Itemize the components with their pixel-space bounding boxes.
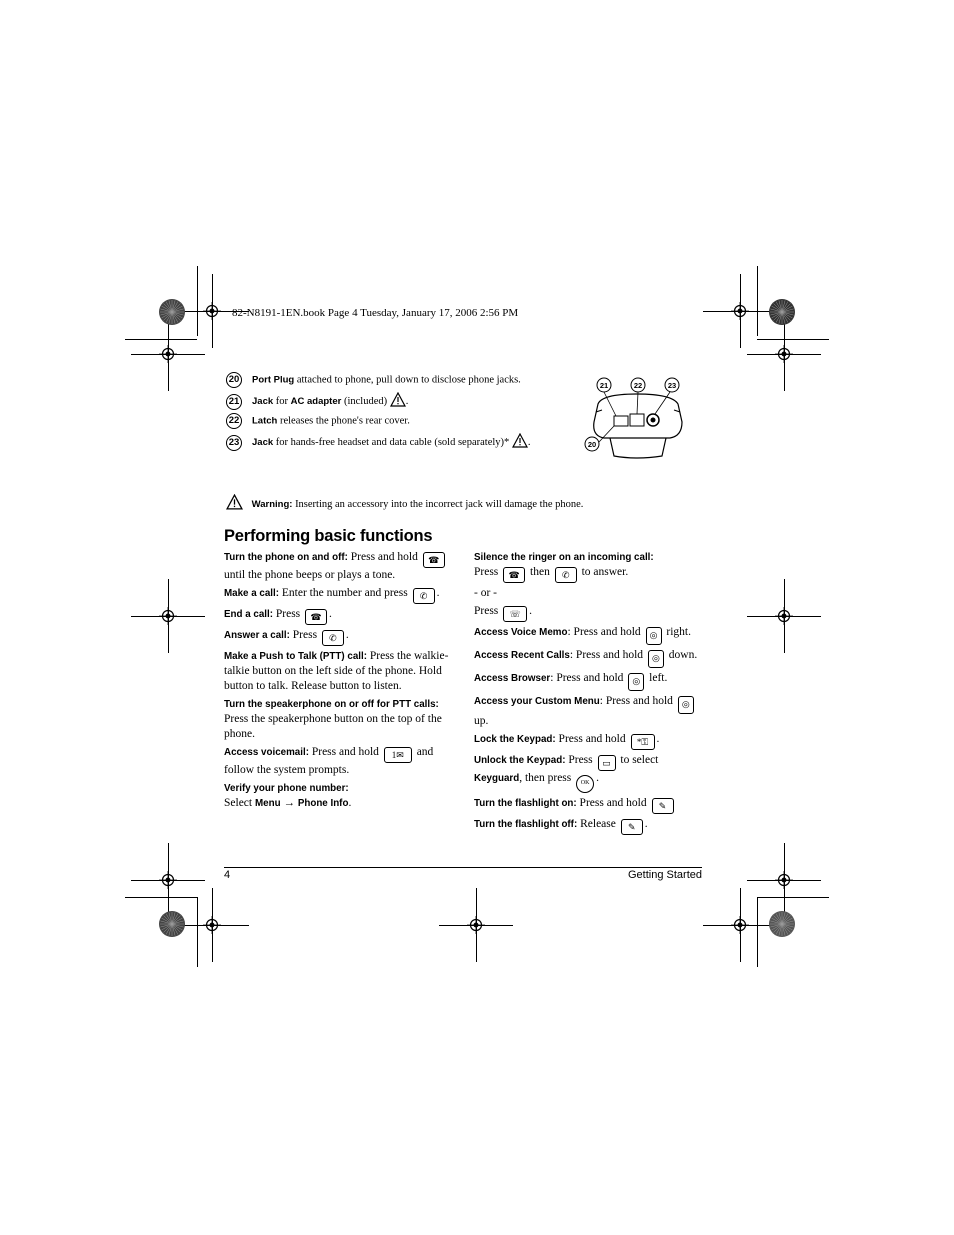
instruction-press-mute: Press ☏ .	[474, 604, 706, 622]
instruction-flashlight-off: Turn the flashlight off: Release ✎ .	[474, 817, 706, 835]
instruction-voicemail: Access voicemail: Press and hold 1✉ and follow the system prompts.	[224, 746, 434, 776]
print-rosette-icon	[158, 910, 186, 938]
part-item-22: 22 Latch releases the phone's rear cover.	[226, 413, 410, 429]
warning-triangle-icon	[390, 392, 406, 407]
ok-key-icon: OK	[576, 775, 594, 793]
print-rosette-icon	[768, 910, 796, 938]
callout-20: 20	[587, 440, 597, 449]
crop-mark	[757, 897, 758, 967]
right-column	[474, 550, 706, 838]
page-number: 4	[224, 869, 231, 881]
instruction-voice-memo: Access Voice Memo: Press and hold ◎ right.	[474, 625, 706, 645]
crop-mark	[740, 888, 741, 962]
crop-mark	[212, 888, 213, 962]
instruction-custom-menu: Access your Custom Menu: Press and hold ◎ up.	[474, 694, 706, 729]
book-slug: 82-N8191-1EN.book Page 4 Tuesday, January 17, 2006 2:56 PM	[232, 307, 519, 319]
crop-mark	[740, 274, 741, 348]
end-key-icon: ☎	[423, 552, 445, 568]
instruction-silence-ringer: Silence the ringer on an incoming call: Press ☎ then ✆ to answer.	[474, 550, 706, 583]
instruction-browser: Access Browser: Press and hold ◎ left.	[474, 671, 706, 691]
warning-triangle-icon	[226, 494, 243, 510]
crop-mark	[784, 317, 785, 391]
send-key-icon: ✆	[413, 588, 435, 604]
warning-triangle-icon	[512, 433, 528, 448]
instruction-flashlight-on: Turn the flashlight on: Press and hold ✎	[474, 796, 706, 814]
part-item-23: 23 Jack for hands-free headset and data cable (sold separately)* .	[226, 433, 531, 451]
instruction-answer-call: Answer a call: Press ✆ .	[224, 628, 450, 646]
or-separator: - or -	[474, 587, 497, 599]
callout-21: 21	[599, 381, 609, 390]
flashlight-key-icon: ✎	[652, 798, 674, 814]
crop-mark	[757, 339, 829, 340]
end-key-icon: ☎	[305, 609, 327, 625]
warning-note: Warning: Inserting an accessory into the incorrect jack will damage the phone.	[226, 494, 583, 510]
nav-key-icon: ◎	[648, 650, 664, 668]
crop-mark	[212, 274, 213, 348]
crop-mark	[168, 843, 169, 917]
send-key-icon: ✆	[322, 630, 344, 646]
section-heading: Performing basic functions	[224, 527, 433, 545]
instruction-make-call: Make a call: Enter the number and press ✆ .	[224, 586, 450, 604]
crop-mark	[125, 339, 197, 340]
part-item-20: 20 Port Plug attached to phone, pull down to disclose phone jacks.	[226, 372, 521, 388]
instruction-end-call: End a call: Press ☎ .	[224, 607, 450, 625]
instruction-speakerphone: Turn the speakerphone on or off for PTT calls: Press the speakerphone button on the top of the phone.	[224, 699, 442, 740]
crop-mark	[784, 579, 785, 653]
crop-mark	[197, 266, 198, 336]
section-name: Getting Started	[628, 869, 702, 881]
crop-mark	[784, 843, 785, 917]
crop-mark	[757, 897, 829, 898]
mute-key-icon: ☏	[503, 606, 527, 622]
nav-key-icon: ◎	[628, 673, 644, 691]
nav-key-icon: ◎	[646, 627, 662, 645]
send-key-icon: ✆	[555, 567, 577, 583]
instruction-ptt: Make a Push to Talk (PTT) call: Press the walkie-talkie button on the left side of the phone. Hold button to talk. Release button to listen.	[224, 650, 449, 692]
part-item-21: 21 Jack for AC adapter (included) .	[226, 392, 408, 410]
voicemail-key-icon: 1✉	[384, 747, 412, 763]
nav-key-icon: ◎	[678, 696, 694, 714]
print-rosette-icon	[158, 298, 186, 326]
crop-mark	[168, 579, 169, 653]
crop-mark	[125, 897, 197, 898]
instruction-unlock-keypad: Unlock the Keypad: Press ▭ to select Keyguard, then press OK .	[474, 753, 706, 793]
crop-mark	[197, 897, 198, 967]
lock-key-icon: *⚿	[631, 734, 655, 750]
instruction-recent-calls: Access Recent Calls: Press and hold ◎ down.	[474, 648, 706, 668]
left-column	[224, 550, 450, 814]
print-rosette-icon	[768, 298, 796, 326]
instruction-lock-keypad: Lock the Keypad: Press and hold *⚿ .	[474, 732, 706, 750]
crop-mark	[476, 888, 477, 962]
crop-mark	[168, 317, 169, 391]
end-key-icon: ☎	[503, 567, 525, 583]
instruction-verify-number: Verify your phone number: Select Menu → Phone Info.	[224, 783, 352, 809]
flashlight-key-icon: ✎	[621, 819, 643, 835]
phone-jacks-illustration	[582, 376, 692, 462]
softkey-icon: ▭	[598, 755, 616, 771]
instruction-power: Turn the phone on and off: Press and hold ☎ until the phone beeps or plays a tone.	[224, 550, 450, 583]
callout-22: 22	[633, 381, 643, 390]
callout-23: 23	[667, 381, 677, 390]
footer-rule	[224, 867, 702, 868]
crop-mark	[757, 266, 758, 336]
